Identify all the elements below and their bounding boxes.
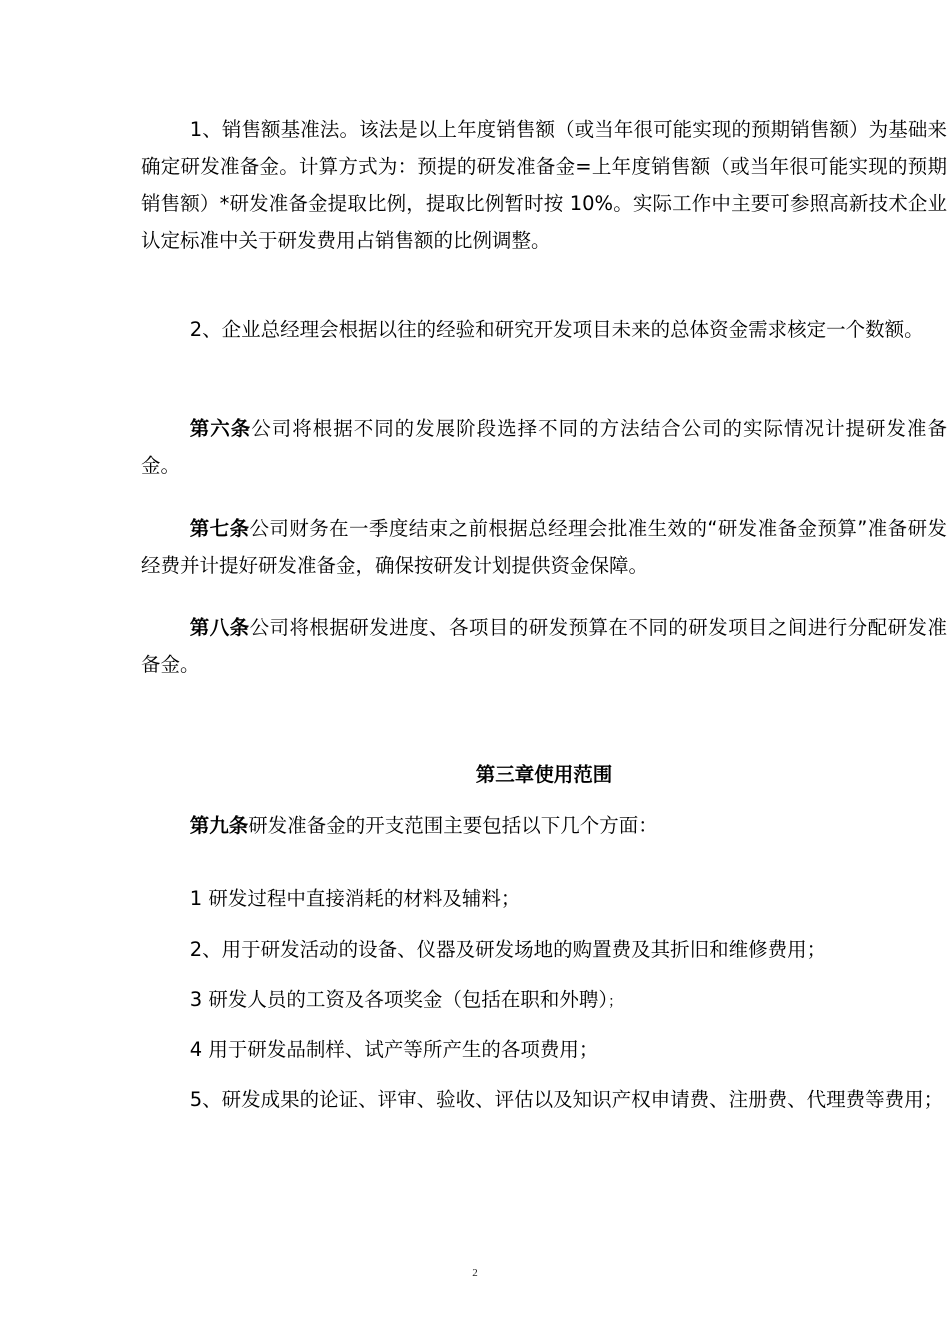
article-6-label: 第六条 xyxy=(189,417,252,440)
chapter-3-title: 第三章使用范围 xyxy=(475,763,613,786)
list-item-5: 5、研发成果的论证、评审、验收、评估以及知识产权申请费、注册费、代理费等费用； xyxy=(189,1088,944,1111)
list-item-1: 1 研发过程中直接消耗的材料及辅料； xyxy=(189,887,521,910)
article-6 xyxy=(141,410,947,484)
page-number: 2 xyxy=(472,1267,478,1279)
article-6-text: 公司将根据不同的发展阶段选择不同的方法结合公司的实际情况计提研发准备金。 xyxy=(141,417,947,477)
article-7-text: 公司财务在一季度结束之前根据总经理会批准生效的“研发准备金预算”准备研发经费并计提好研发准备金，确保按研发计划提供资金保障。 xyxy=(141,517,947,577)
list-item-4: 4 用于研发品制样、试产等所产生的各项费用； xyxy=(189,1038,599,1061)
list-item-2: 2、用于研发活动的设备、仪器及研发场地的购置费及其折旧和维修费用； xyxy=(189,938,827,961)
list-item-3-end: ； xyxy=(608,994,623,1010)
article-8-text: 公司将根据研发进度、各项目的研发预算在不同的研发项目之间进行分配研发准备金。 xyxy=(141,616,947,676)
article-9-label: 第九条 xyxy=(189,814,249,837)
article-8 xyxy=(141,609,947,683)
article-8-label: 第八条 xyxy=(189,616,250,639)
paragraph-sales-method: 1、销售额基准法。该法是以上年度销售额（或当年很可能实现的预期销售额）为基础来确定研发准备金。计算方式为：预提的研发准备金=上年度销售额（或当年很可能实现的预期销售额）*研发准备金提取比例，提取比例暂时按 10%。实际工作中主要可参照高新技术企业认定标准中关于研发费用占销售额的比例调整。 xyxy=(141,118,947,252)
article-9 xyxy=(141,807,947,844)
article-7-label: 第七条 xyxy=(189,517,250,540)
list-item-3 xyxy=(141,981,947,1021)
paragraph-manager-method: 2、企业总经理会根据以往的经验和研究开发项目未来的总体资金需求核定一个数额。 xyxy=(189,318,924,341)
article-7 xyxy=(141,510,947,584)
article-9-text: 研发准备金的开支范围主要包括以下几个方面： xyxy=(248,814,658,837)
list-item-3-text: 3 研发人员的工资及各项奖金（包括在职和外聘） xyxy=(189,988,609,1011)
